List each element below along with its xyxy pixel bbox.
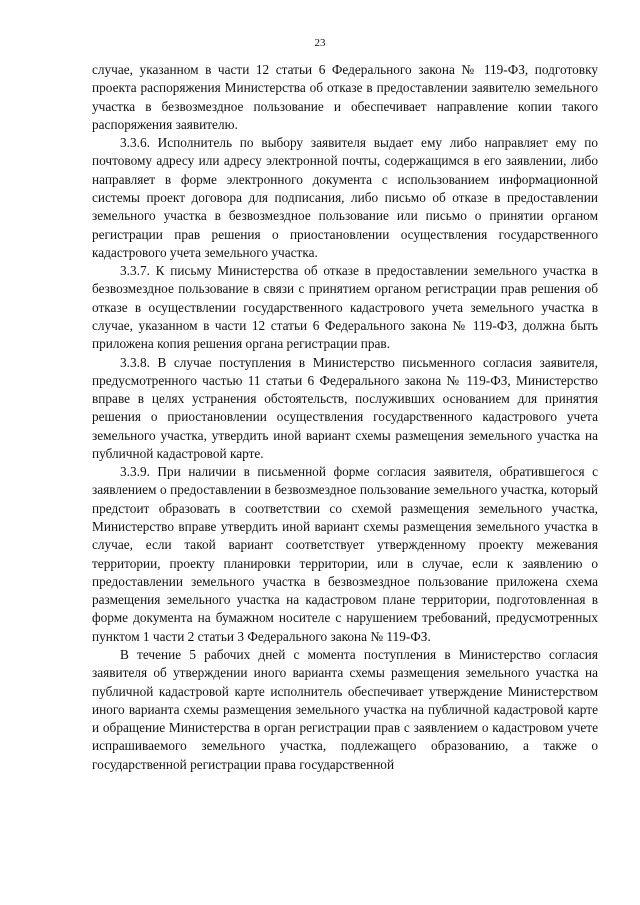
document-body [92,61,598,774]
paragraph-3-3-9: 3.3.9. При наличии в письменной форме согласия заявителя, обратившегося с заявлением о предоставлении в безвозмездное пользование земельного участка, который предстоит образовать в соответствии со схемой размещения земельного участка, Министерство вправе утвердить иной вариант схемы размещения земельного участка в случае, если такой вариант соответствует утвержденному проекту межевания территории, проекту планировки территории, или в случае, если к заявлению о предоставлении земельного участка в безвозмездное пользование приложена схема размещения земельного участка на кадастровом плане территории, подготовленная в форме документа на бумажном носителе с нарушением требований, предусмотренных пунктом 1 части 2 статьи 3 Федерального закона № 119-ФЗ. [92,464,598,644]
page-number: 23 [314,37,326,49]
paragraph-3-3-6: 3.3.6. Исполнитель по выбору заявителя выдает ему либо направляет ему по почтовому адресу или адресу электронной почты, содержащимся в его заявлении, либо направляет в форме электронного документа с использованием информационной системы проект договора для подписания, либо письмо об отказе в предоставлении земельного участка в безвозмездное пользование или письмо о принятии органом регистрации прав решения о приостановлении осуществления государственного кадастрового учета земельного участка. [92,135,598,260]
paragraph-3-3-8: 3.3.8. В случае поступления в Министерство письменного согласия заявителя, предусмотренного частью 11 статьи 6 Федерального закона № 119-ФЗ, Министерство вправе в целях устранения обстоятельств, послуживших основанием для принятия решения о приостановлении осуществления государственного кадастрового учета земельного участка, утвердить иной вариант схемы размещения земельного участка на публичной кадастровой карте. [92,354,598,461]
paragraph-continuation: случае, указанном в части 12 статьи 6 Федерального закона № 119-ФЗ, подготовку проекта распоряжения Министерства об отказе в предоставлении заявителю земельного участка в безвозмездное пользование и обеспечивает направление копии такого распоряжения заявителю. [92,62,598,132]
paragraph-five-working-days: В течение 5 рабочих дней с момента поступления в Министерство согласия заявителя об утверждении иного варианта схемы размещения земельного участка на публичной кадастровой карте исполнитель обеспечивает утверждение Министерством иного варианта схемы размещения земельного участка на публичной кадастровой карте и обращение Министерства в орган регистрации прав с заявлением о кадастровом учете испрашиваемого земельного участка, подлежащего образованию, а также о государственной регистрации права государственной [92,647,598,772]
paragraph-3-3-7: 3.3.7. К письму Министерства об отказе в предоставлении земельного участка в безвозмездное пользование в связи с принятием органом регистрации прав решения об отказе в осуществлении государственного кадастрового учета земельного участка в случае, указанном в части 12 статьи 6 Федерального закона № 119-ФЗ, должна быть приложена копия решения органа регистрации прав. [92,263,598,352]
